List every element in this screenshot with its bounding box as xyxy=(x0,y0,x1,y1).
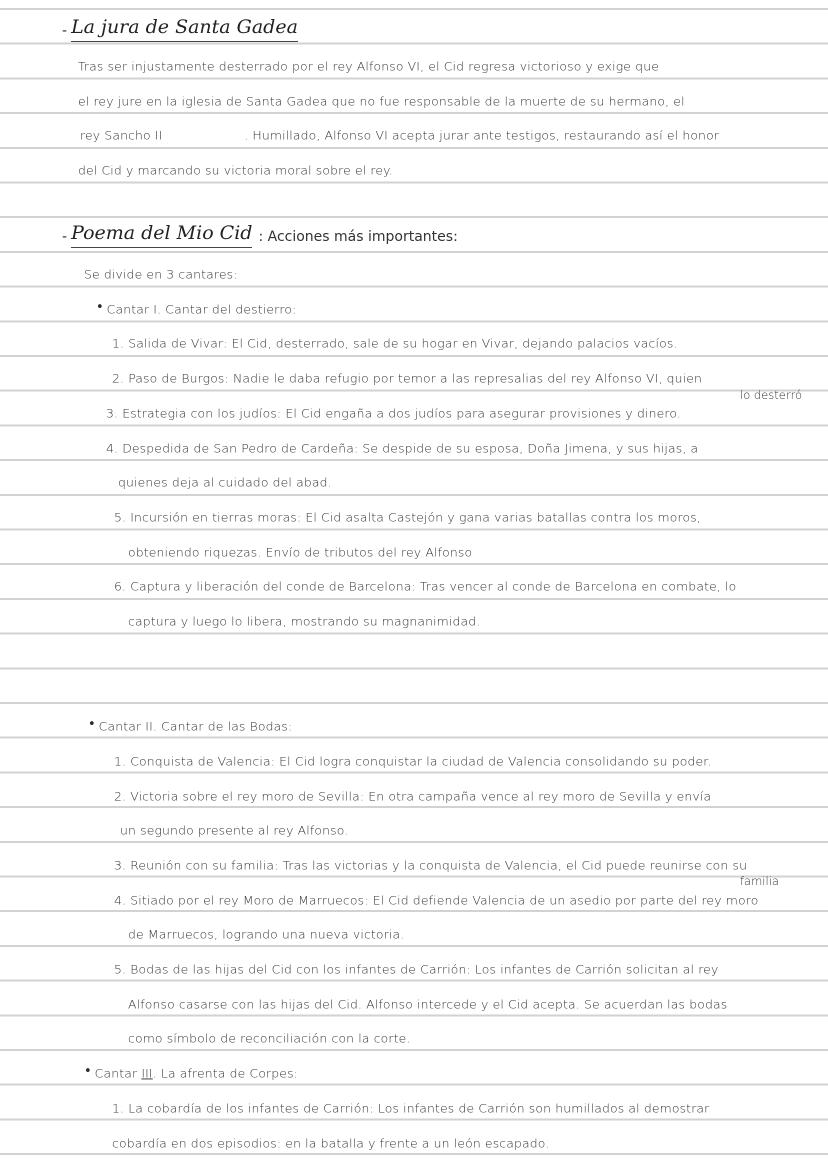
list-item-cont: Alfonso casarse con las hijas del Cid. Alfonso intercede y el Cid acepta. Se acuerdan las bodas xyxy=(128,996,728,1011)
list-item: 2. Paso de Burgos: Nadie le daba refugio por temor a las represalias del rey Alfonso VI, quien xyxy=(112,370,703,385)
list-item: 1. Conquista de Valencia: El Cid logra conquistar la ciudad de Valencia consolidando su poder. xyxy=(114,753,712,768)
list-item: 6. Captura y liberación del conde de Barcelona: Tras vencer al conde de Barcelona en combate, lo xyxy=(114,578,737,593)
list-item: 5. Bodas de las hijas del Cid con los infantes de Carrión: Los infantes de Carrión solicitan al rey xyxy=(114,961,719,976)
heading-row-poema xyxy=(0,218,828,252)
heading-row-jura xyxy=(0,12,828,46)
bullet-icon: • xyxy=(88,717,96,740)
list-item-cont: obteniendo riquezas. Envío de tributos del rey Alfonso xyxy=(128,544,473,559)
highlight-dash-marker: - xyxy=(62,23,67,46)
list-item-cont: quienes deja al cuidado del abad. xyxy=(118,474,332,489)
bullet-icon: • xyxy=(84,1064,92,1087)
text-line: del Cid y marcando su victoria moral sobre el rey. xyxy=(78,162,393,177)
text-line: el rey jure en la iglesia de Santa Gadea que no fue responsable de la muerte de su hermano, el xyxy=(78,93,685,108)
list-item-cont: captura y luego lo libera, mostrando su magnanimidad. xyxy=(128,613,481,628)
intro-line: Se divide en 3 cantares: xyxy=(84,266,238,281)
list-item: 2. Victoria sobre el rey moro de Sevilla: En otra campaña vence al rey moro de Sevilla y envía xyxy=(114,788,712,803)
section-title-jura: La jura de Santa Gadea xyxy=(71,17,298,42)
margin-note: familia xyxy=(740,874,779,888)
list-item: 1. La cobardía de los infantes de Carrión: Los infantes de Carrión son humillados al demostrar xyxy=(112,1100,710,1115)
list-item-cont: cobardía en dos episodios: en la batalla y frente a un león escapado. xyxy=(112,1135,550,1150)
list-item-cont: de Marruecos, logrando una nueva victoria. xyxy=(128,926,405,941)
list-item: 5. Incursión en tierras moras: El Cid asalta Castejón y gana varias batallas contra los moros, xyxy=(114,509,701,524)
cantar-heading-2: • Cantar II. Cantar de las Bodas: xyxy=(0,706,828,740)
list-item: 4. Sitiado por el rey Moro de Marruecos: El Cid defiende Valencia de un asedio por parte del rey moro xyxy=(114,892,759,907)
text-line: Tras ser injustamente desterrado por el rey Alfonso VI, el Cid regresa victorioso y exige que xyxy=(78,58,659,73)
list-item: 3. Reunión con su familia: Tras las victorias y la conquista de Valencia, el Cid puede reunirse con su xyxy=(114,857,748,872)
bullet-icon: • xyxy=(96,300,104,323)
list-item: 4. Despedida de San Pedro de Cardeña: Se despide de su esposa, Doña Jimena, y sus hijas, a xyxy=(106,440,699,455)
highlight-dash-marker: - xyxy=(62,229,67,252)
section-subtitle: : Acciones más importantes: xyxy=(258,229,458,245)
section-title-poema: Poema del Mio Cid xyxy=(71,223,252,248)
margin-note: lo desterró xyxy=(740,388,803,402)
list-item-cont: como símbolo de reconciliación con la corte. xyxy=(128,1030,411,1045)
text-line: rey Sancho II . Humillado, Alfonso VI acepta jurar ante testigos, restaurando así el honor xyxy=(80,127,720,142)
list-item: 3. Estrategia con los judíos: El Cid engaña a dos judíos para asegurar provisiones y dinero. xyxy=(106,405,681,420)
list-item-cont: un segundo presente al rey Alfonso. xyxy=(120,822,349,837)
roman-numeral: III xyxy=(141,1065,153,1080)
list-item: 1. Salida de Vivar: El Cid, desterrado, sale de su hogar en Vivar, dejando palacios vacíos. xyxy=(112,335,678,350)
cantar-heading-3: • Cantar III . La afrenta de Corpes: xyxy=(0,1053,828,1087)
cantar-heading-1: • Cantar I. Cantar del destierro: xyxy=(0,289,828,323)
